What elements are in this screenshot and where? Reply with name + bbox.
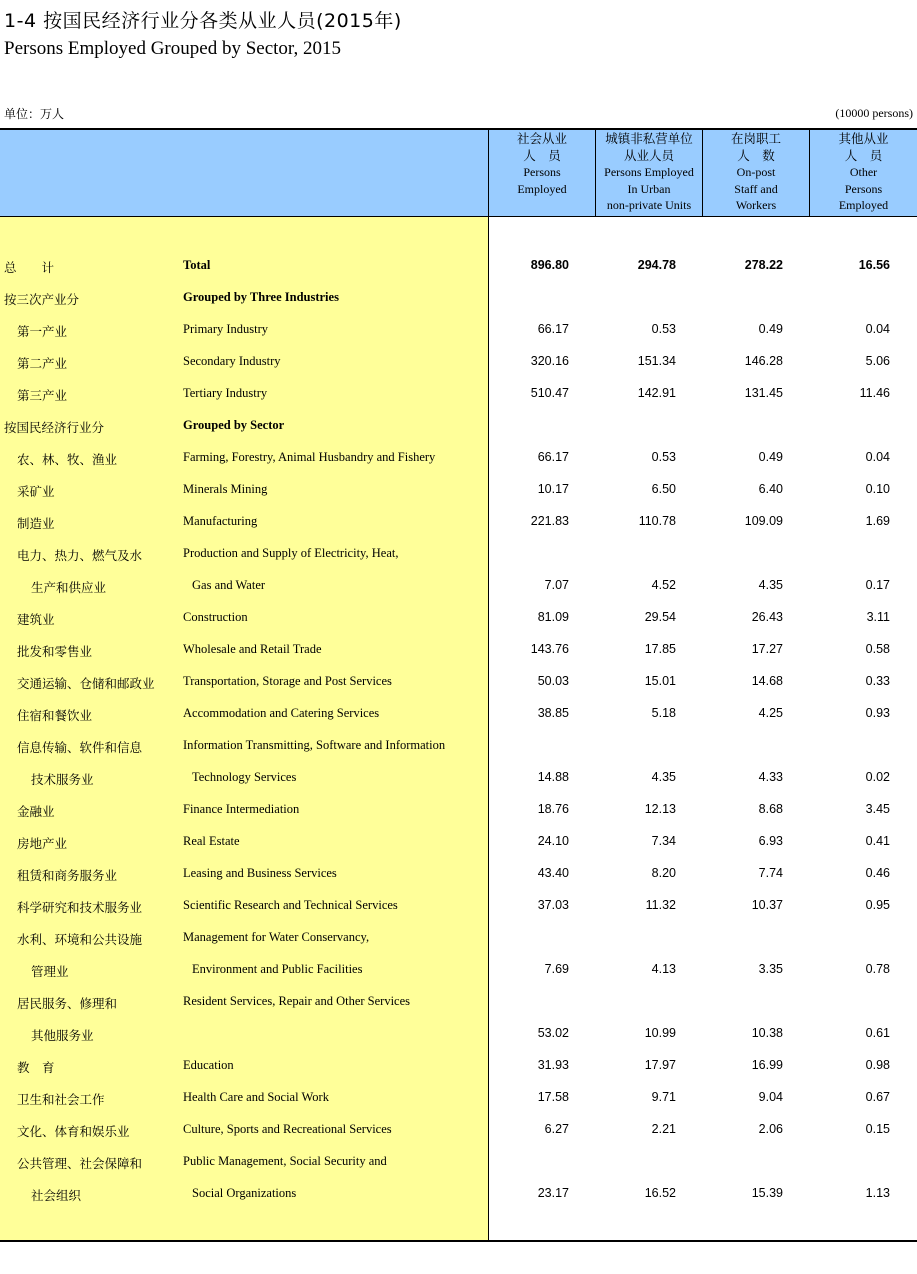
table-row xyxy=(0,1146,917,1178)
value-other-persons: 0.98 xyxy=(865,1058,890,1072)
row-label-en: Tertiary Industry xyxy=(183,386,268,400)
value-other-persons: 0.10 xyxy=(865,482,890,496)
page-title-cn: 1-4 按国民经济行业分各类从业人员(2015年) xyxy=(4,10,402,32)
row-label-cn: 科学研究和技术服务业 xyxy=(17,900,143,915)
value-on-post-staff: 10.37 xyxy=(751,898,783,912)
row-label-cn: 其他服务业 xyxy=(31,1028,94,1043)
table-row xyxy=(0,922,917,954)
row-label-cn: 技术服务业 xyxy=(31,772,94,787)
value-persons-employed: 37.03 xyxy=(537,898,569,912)
value-urban-non-private: 8.20 xyxy=(651,866,676,880)
row-label-en: Public Management, Social Security and xyxy=(183,1154,387,1168)
table-row xyxy=(0,1082,917,1114)
value-other-persons: 1.13 xyxy=(865,1186,890,1200)
value-persons-employed: 320.16 xyxy=(530,354,569,368)
table-row xyxy=(0,1178,917,1210)
value-on-post-staff: 2.06 xyxy=(758,1122,783,1136)
row-label-en: Production and Supply of Electricity, Heat, xyxy=(183,546,399,560)
row-label-en: Environment and Public Facilities xyxy=(192,962,363,976)
value-other-persons: 0.78 xyxy=(865,962,890,976)
value-other-persons: 0.17 xyxy=(865,578,890,592)
table-row xyxy=(0,1050,917,1082)
row-label-en: Resident Services, Repair and Other Services xyxy=(183,994,411,1008)
column-header-urban-non-private: 城镇非私营单位 从业人员 Persons Employed In Urban non-private Units xyxy=(604,131,694,212)
value-on-post-staff: 131.45 xyxy=(744,386,783,400)
row-label-en: Information Transmitting, Software and Information xyxy=(183,738,446,752)
row-label-cn: 生产和供应业 xyxy=(31,580,107,595)
table-row xyxy=(0,698,917,730)
value-other-persons: 0.61 xyxy=(865,1026,890,1040)
row-label-en: Health Care and Social Work xyxy=(183,1090,329,1104)
column-header-other-persons: 其他从业 人 员 Other Persons Employed xyxy=(838,131,889,212)
row-label-en: Accommodation and Catering Services xyxy=(183,706,380,720)
value-persons-employed: 896.80 xyxy=(530,258,569,272)
value-other-persons: 0.33 xyxy=(865,674,890,688)
value-persons-employed: 143.76 xyxy=(530,642,569,656)
value-other-persons: 0.93 xyxy=(865,706,890,720)
table-row xyxy=(0,474,917,506)
value-on-post-staff: 9.04 xyxy=(758,1090,783,1104)
value-on-post-staff: 14.68 xyxy=(751,674,783,688)
value-urban-non-private: 4.13 xyxy=(651,962,676,976)
table-row xyxy=(0,826,917,858)
value-urban-non-private: 4.52 xyxy=(651,578,676,592)
value-urban-non-private: 0.53 xyxy=(651,450,676,464)
value-on-post-staff: 0.49 xyxy=(758,322,783,336)
value-on-post-staff: 17.27 xyxy=(751,642,783,656)
value-persons-employed: 31.93 xyxy=(537,1058,569,1072)
table-row xyxy=(0,1114,917,1146)
value-other-persons: 0.02 xyxy=(865,770,890,784)
value-urban-non-private: 17.97 xyxy=(644,1058,676,1072)
value-persons-employed: 66.17 xyxy=(537,322,569,336)
value-urban-non-private: 16.52 xyxy=(644,1186,676,1200)
row-label-cn: 农、林、牧、渔业 xyxy=(17,452,118,467)
row-label-en: Secondary Industry xyxy=(183,354,281,368)
value-persons-employed: 221.83 xyxy=(530,514,569,528)
value-on-post-staff: 109.09 xyxy=(744,514,783,528)
value-persons-employed: 38.85 xyxy=(537,706,569,720)
value-persons-employed: 66.17 xyxy=(537,450,569,464)
value-urban-non-private: 9.71 xyxy=(651,1090,676,1104)
value-other-persons: 3.11 xyxy=(866,610,890,624)
unit-label-en: (10000 persons) xyxy=(835,106,913,120)
table-row xyxy=(0,890,917,922)
value-on-post-staff: 3.35 xyxy=(758,962,783,976)
table-row xyxy=(0,666,917,698)
value-urban-non-private: 7.34 xyxy=(651,834,676,848)
value-other-persons: 0.46 xyxy=(865,866,890,880)
row-label-cn: 交通运输、仓储和邮政业 xyxy=(17,676,155,691)
value-on-post-staff: 6.40 xyxy=(758,482,783,496)
row-label-en: Grouped by Three Industries xyxy=(183,290,339,304)
value-persons-employed: 6.27 xyxy=(544,1122,569,1136)
table-bottom-rule xyxy=(0,1240,917,1242)
row-label-en: Grouped by Sector xyxy=(183,418,285,432)
value-persons-employed: 53.02 xyxy=(537,1026,569,1040)
table-row xyxy=(0,538,917,570)
row-label-cn: 按三次产业分 xyxy=(4,292,80,307)
row-label-cn: 社会组织 xyxy=(31,1188,82,1203)
row-label-en: Minerals Mining xyxy=(183,482,268,496)
table-row xyxy=(0,506,917,538)
value-other-persons: 0.04 xyxy=(865,450,890,464)
row-label-en: Manufacturing xyxy=(183,514,258,528)
row-label-cn: 住宿和餐饮业 xyxy=(17,708,93,723)
row-label-en: Total xyxy=(183,258,211,272)
value-urban-non-private: 4.35 xyxy=(651,770,676,784)
value-on-post-staff: 4.33 xyxy=(758,770,783,784)
table-row xyxy=(0,954,917,986)
row-label-cn: 第二产业 xyxy=(17,356,68,371)
row-label-cn: 公共管理、社会保障和 xyxy=(17,1156,143,1171)
value-urban-non-private: 110.78 xyxy=(638,514,676,528)
value-on-post-staff: 4.25 xyxy=(758,706,783,720)
table-row xyxy=(0,762,917,794)
row-label-en: Leasing and Business Services xyxy=(183,866,337,880)
row-label-en: Technology Services xyxy=(192,770,297,784)
value-other-persons: 3.45 xyxy=(865,802,890,816)
row-label-en: Farming, Forestry, Animal Husbandry and Fishery xyxy=(183,450,436,464)
value-other-persons: 5.06 xyxy=(865,354,890,368)
value-urban-non-private: 142.91 xyxy=(637,386,676,400)
row-label-cn: 总 计 xyxy=(4,260,55,275)
value-urban-non-private: 10.99 xyxy=(644,1026,676,1040)
table-row xyxy=(0,986,917,1018)
value-other-persons: 0.67 xyxy=(865,1090,890,1104)
row-label-en: Construction xyxy=(183,610,248,624)
value-urban-non-private: 12.13 xyxy=(644,802,676,816)
row-label-cn: 卫生和社会工作 xyxy=(17,1092,105,1107)
row-label-en: Management for Water Conservancy, xyxy=(183,930,370,944)
row-label-cn: 管理业 xyxy=(31,964,69,979)
row-label-en: Gas and Water xyxy=(192,578,266,592)
value-urban-non-private: 2.21 xyxy=(651,1122,676,1136)
value-persons-employed: 14.88 xyxy=(537,770,569,784)
value-other-persons: 0.15 xyxy=(865,1122,890,1136)
value-urban-non-private: 5.18 xyxy=(651,706,676,720)
value-on-post-staff: 6.93 xyxy=(758,834,783,848)
value-on-post-staff: 7.74 xyxy=(758,866,783,880)
value-persons-employed: 43.40 xyxy=(537,866,569,880)
row-label-en: Finance Intermediation xyxy=(183,802,300,816)
value-persons-employed: 23.17 xyxy=(537,1186,569,1200)
value-on-post-staff: 0.49 xyxy=(758,450,783,464)
value-other-persons: 0.04 xyxy=(865,322,890,336)
row-label-cn: 第三产业 xyxy=(17,388,68,403)
unit-label-cn: 单位：万人 xyxy=(4,107,65,121)
table-row xyxy=(0,282,917,314)
value-urban-non-private: 6.50 xyxy=(651,482,676,496)
value-urban-non-private: 15.01 xyxy=(644,674,676,688)
value-urban-non-private: 0.53 xyxy=(651,322,676,336)
value-on-post-staff: 26.43 xyxy=(751,610,783,624)
column-header-persons-employed: 社会从业 人 员 Persons Employed xyxy=(516,131,567,196)
table-row xyxy=(0,570,917,602)
value-urban-non-private: 11.32 xyxy=(645,898,676,912)
value-urban-non-private: 294.78 xyxy=(637,258,676,272)
row-label-cn: 教 育 xyxy=(17,1060,55,1075)
table-row xyxy=(0,378,917,410)
row-label-cn: 租赁和商务服务业 xyxy=(17,868,118,883)
value-persons-employed: 510.47 xyxy=(530,386,569,400)
value-persons-employed: 10.17 xyxy=(537,482,569,496)
row-label-cn: 按国民经济行业分 xyxy=(4,420,105,435)
row-label-en: Transportation, Storage and Post Services xyxy=(183,674,392,688)
page-title-en: Persons Employed Grouped by Sector, 2015 xyxy=(4,38,341,59)
value-other-persons: 1.69 xyxy=(865,514,890,528)
row-label-cn: 信息传输、软件和信息 xyxy=(17,740,143,755)
value-persons-employed: 18.76 xyxy=(537,802,569,816)
table-row xyxy=(0,730,917,762)
value-urban-non-private: 17.85 xyxy=(644,642,676,656)
row-label-cn: 第一产业 xyxy=(17,324,68,339)
row-label-en: Primary Industry xyxy=(183,322,269,336)
row-label-cn: 电力、热力、燃气及水 xyxy=(17,548,143,563)
row-label-cn: 文化、体育和娱乐业 xyxy=(17,1124,130,1139)
row-label-cn: 制造业 xyxy=(17,516,55,531)
table-row xyxy=(0,346,917,378)
table-row xyxy=(0,1018,917,1050)
value-on-post-staff: 16.99 xyxy=(751,1058,783,1072)
row-label-cn: 批发和零售业 xyxy=(17,644,93,659)
table-row xyxy=(0,794,917,826)
value-urban-non-private: 151.34 xyxy=(637,354,676,368)
row-label-en: Social Organizations xyxy=(192,1186,297,1200)
table-row xyxy=(0,602,917,634)
value-on-post-staff: 10.38 xyxy=(751,1026,783,1040)
value-on-post-staff: 278.22 xyxy=(744,258,783,272)
row-label-cn: 建筑业 xyxy=(17,612,55,627)
value-other-persons: 0.58 xyxy=(865,642,890,656)
value-persons-employed: 24.10 xyxy=(537,834,569,848)
row-label-en: Real Estate xyxy=(183,834,240,848)
row-label-cn: 水利、环境和公共设施 xyxy=(17,932,143,947)
table-row xyxy=(0,858,917,890)
row-label-en: Wholesale and Retail Trade xyxy=(183,642,322,656)
table-row xyxy=(0,410,917,442)
value-other-persons: 11.46 xyxy=(859,386,890,400)
value-other-persons: 0.41 xyxy=(865,834,890,848)
table-row xyxy=(0,250,917,282)
value-persons-employed: 50.03 xyxy=(537,674,569,688)
column-header-on-post-staff: 在岗职工 人 数 On-post Staff and Workers xyxy=(730,131,781,212)
row-label-cn: 居民服务、修理和 xyxy=(17,996,118,1011)
value-other-persons: 0.95 xyxy=(865,898,890,912)
table-row xyxy=(0,442,917,474)
value-persons-employed: 7.69 xyxy=(544,962,569,976)
row-label-cn: 采矿业 xyxy=(17,484,55,499)
value-other-persons: 16.56 xyxy=(858,258,890,272)
value-persons-employed: 81.09 xyxy=(537,610,569,624)
value-on-post-staff: 15.39 xyxy=(751,1186,783,1200)
row-label-cn: 房地产业 xyxy=(17,836,68,851)
value-urban-non-private: 29.54 xyxy=(644,610,676,624)
table-row xyxy=(0,314,917,346)
row-label-en: Scientific Research and Technical Services xyxy=(183,898,398,912)
row-label-cn: 金融业 xyxy=(17,804,55,819)
value-on-post-staff: 146.28 xyxy=(744,354,783,368)
row-label-en: Culture, Sports and Recreational Services xyxy=(183,1122,392,1136)
value-persons-employed: 17.58 xyxy=(537,1090,569,1104)
value-persons-employed: 7.07 xyxy=(544,578,569,592)
row-label-en: Education xyxy=(183,1058,234,1072)
value-on-post-staff: 4.35 xyxy=(758,578,783,592)
value-on-post-staff: 8.68 xyxy=(758,802,783,816)
table-row xyxy=(0,634,917,666)
